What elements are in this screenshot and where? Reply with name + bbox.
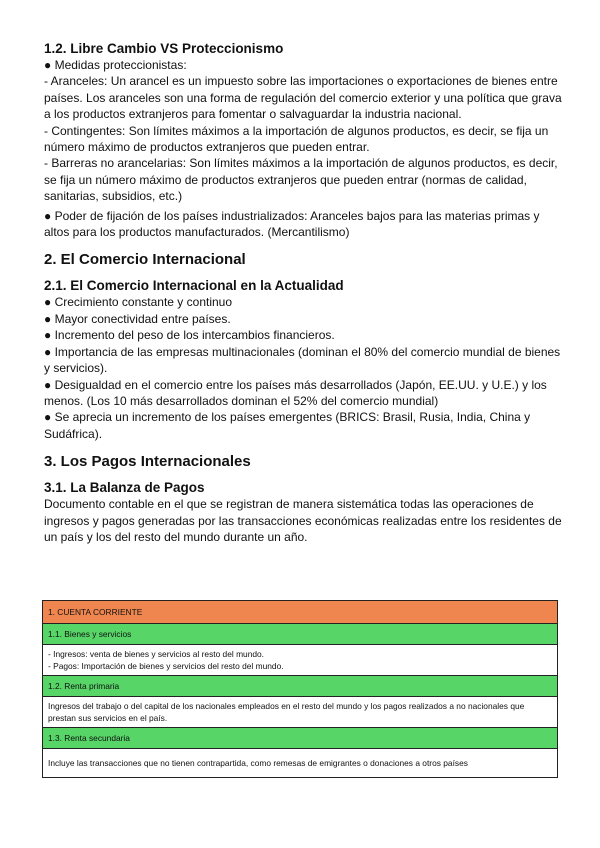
secondary-income-title-cell	[43, 728, 558, 749]
non-tariff-barriers-paragraph: - Barreras no arancelarias: Son límites máximos a la importación de algunos productos, es decir, se fija un número máximo de productos extranjeros que pueden entrar (normas de calidad, sanitarias, subsidios, etc.)	[44, 156, 558, 204]
secondary-income-body: Incluye las transacciones que no tienen contrapartida, como remesas de emigrantes o donaciones a otros países	[48, 758, 468, 768]
trade-bullet: ● Mayor conectividad entre países.	[44, 311, 231, 326]
section-2-1-heading: 2.1. El Comercio Internacional en la Actualidad	[44, 278, 344, 294]
section-3-1-heading: 3.1. La Balanza de Pagos	[44, 480, 205, 496]
trade-bullet: ● Importancia de las empresas multinacionales (dominan el 80% del comercio mundial de bienes y servicios).	[44, 344, 561, 376]
goods-services-title: 1.1. Bienes y servicios	[48, 629, 132, 639]
quotas-paragraph: - Contingentes: Son límites máximos a la importación de algunos productos, es decir, se fija un número máximo de productos extranjeros que pueden entrar.	[44, 123, 549, 155]
goods-services-payments-line: - Pagos: Importación de bienes y servicios del resto del mundo.	[48, 661, 284, 671]
mercantilism-bullet: ● Poder de fijación de los países industrializados: Aranceles bajos para las materias primas y altos para los productos manufacturados. (Mercantilismo)	[44, 208, 540, 240]
protectionist-measures-bullet: ● Medidas proteccionistas:	[44, 58, 187, 72]
current-account-header: 1. CUENTA CORRIENTE	[48, 607, 143, 617]
current-account-header-cell	[43, 601, 558, 624]
primary-income-body-cell	[43, 697, 558, 728]
goods-services-body-cell	[43, 645, 558, 676]
balance-of-payments-table	[42, 600, 558, 778]
goods-services-income-line: - Ingresos: venta de bienes y servicios al resto del mundo.	[48, 649, 264, 659]
trade-bullet: ● Incremento del peso de los intercambios financieros.	[44, 328, 335, 343]
section-2-heading: 2. El Comercio Internacional	[44, 251, 246, 269]
primary-income-body: Ingresos del trabajo o del capital de los nacionales empleados en el resto del mundo y los pagos realizados a no nacionales que prestan sus servicios en el país.	[48, 701, 525, 723]
section-1-2-heading: 1.2. Libre Cambio VS Proteccionismo	[44, 41, 284, 56]
trade-bullet: ● Se aprecia un incremento de los países emergentes (BRICS: Brasil, Rusia, India, China y Sudáfrica).	[44, 410, 531, 441]
secondary-income-title: 1.3. Renta secundaria	[48, 733, 130, 743]
secondary-income-body-cell	[43, 749, 558, 778]
trade-bullet: ● Desigualdad en el comercio entre los países más desarrollados (Japón, EE.UU. y U.E.) y los menos. (Los 10 más desarrollados dominan el 52% del comercio mundial)	[44, 377, 547, 408]
section-3-heading: 3. Los Pagos Internacionales	[44, 453, 251, 471]
trade-bullet: ● Crecimiento constante y continuo	[44, 295, 233, 310]
primary-income-title: 1.2. Renta primaria	[48, 681, 120, 691]
goods-services-title-cell	[43, 624, 558, 645]
primary-income-title-cell	[43, 676, 558, 697]
document-page	[44, 40, 564, 545]
tariffs-paragraph: - Aranceles: Un arancel es un impuesto sobre las importaciones o exportaciones de bienes entre países. Los aranceles son una forma de regulación del comercio exterior y una política que grava a los productos extranjeros para fomentar o salvaguardar la industria nacional.	[44, 74, 562, 122]
balance-of-payments-description: Documento contable en el que se registran de manera sistemática todas las operaciones de ingresos y pagos generadas por las transacciones económicas realizadas entre los residentes de un país y los del resto del mundo durante un año.	[44, 497, 562, 544]
